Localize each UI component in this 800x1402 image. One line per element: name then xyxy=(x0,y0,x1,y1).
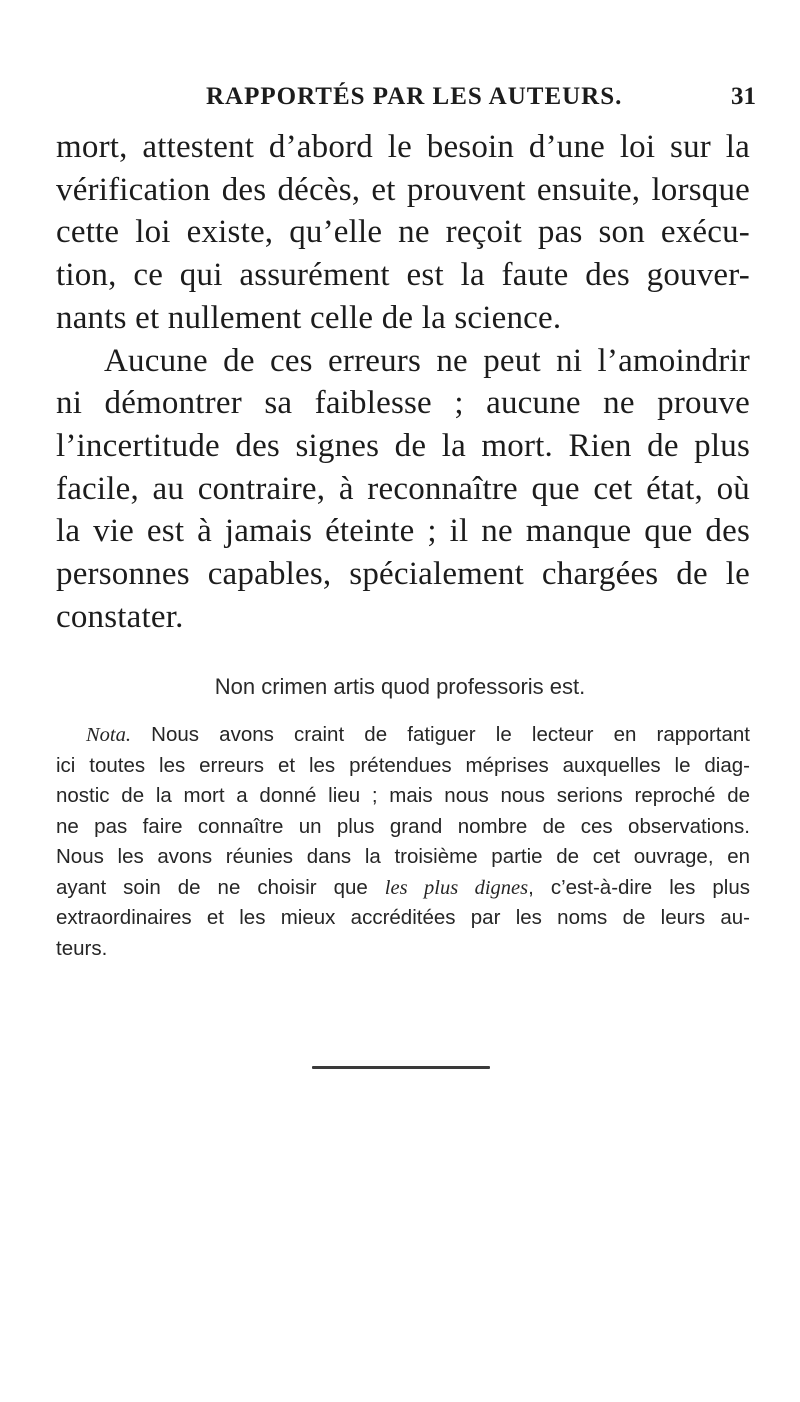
footnote-line: ne pas faire connaître un plus grand nombre de ces observations. xyxy=(56,814,750,838)
footnote-line: extraordinaires et les mieux accréditées par les noms de leurs au- xyxy=(56,906,750,929)
body-line: la vie est à jamais éteinte ; il ne manque que des xyxy=(56,513,750,550)
footnote-line: ici toutes les erreurs et les prétendues méprises auxquelles le diag- xyxy=(56,753,750,777)
body-line: Aucune de ces erreurs ne peut ni l’amoindrir xyxy=(104,342,750,379)
body-line: ni démontrer sa faiblesse ; aucune ne prouve xyxy=(56,385,750,422)
footnote xyxy=(56,720,750,964)
body-line: nants et nullement celle de la science. xyxy=(56,299,562,336)
footnote-line: teurs. xyxy=(56,936,108,960)
body-text xyxy=(56,126,750,638)
footnote-line xyxy=(56,720,750,751)
footnote-text: ayant soin de ne choisir que xyxy=(56,875,385,899)
body-line: cette loi existe, qu’elle ne reçoit pas son exécu- xyxy=(56,214,750,251)
body-line: mort, attestent d’abord le besoin d’une loi sur la xyxy=(56,129,750,165)
footnote-label: Nota. xyxy=(86,724,131,746)
footnote-line xyxy=(56,873,750,904)
epigraph: Non crimen artis quod professoris est. xyxy=(214,674,586,699)
body-line: l’incertitude des signes de la mort. Rien de plus xyxy=(56,427,750,464)
end-rule xyxy=(312,1066,490,1069)
running-head xyxy=(56,80,756,114)
body-line: facile, au contraire, à reconnaître que cet état, où xyxy=(56,470,750,507)
footnote-emphasis: les plus dignes xyxy=(384,876,529,899)
body-line: vérification des décès, et prouvent ensuite, lorsque xyxy=(56,171,750,208)
body-line: personnes capables, spécialement chargées de le xyxy=(56,556,750,593)
footnote-text: , c’est-à-dire les plus xyxy=(528,875,751,899)
running-title: RAPPORTÉS PAR LES AUTEURS. xyxy=(206,83,623,110)
body-line: constater. xyxy=(56,598,184,635)
footnote-line: Nous les avons réunies dans la troisième partie de cet ouvrage, en xyxy=(56,845,750,868)
page-number: 31 xyxy=(731,83,756,110)
footnote-text: Nous avons craint de fatiguer le lecteur en rapportant xyxy=(131,723,750,746)
footnote-line: nostic de la mort a donné lieu ; mais nous nous serions reproché de xyxy=(56,784,750,807)
body-line: tion, ce qui assurément est la faute des gouver- xyxy=(56,257,750,294)
